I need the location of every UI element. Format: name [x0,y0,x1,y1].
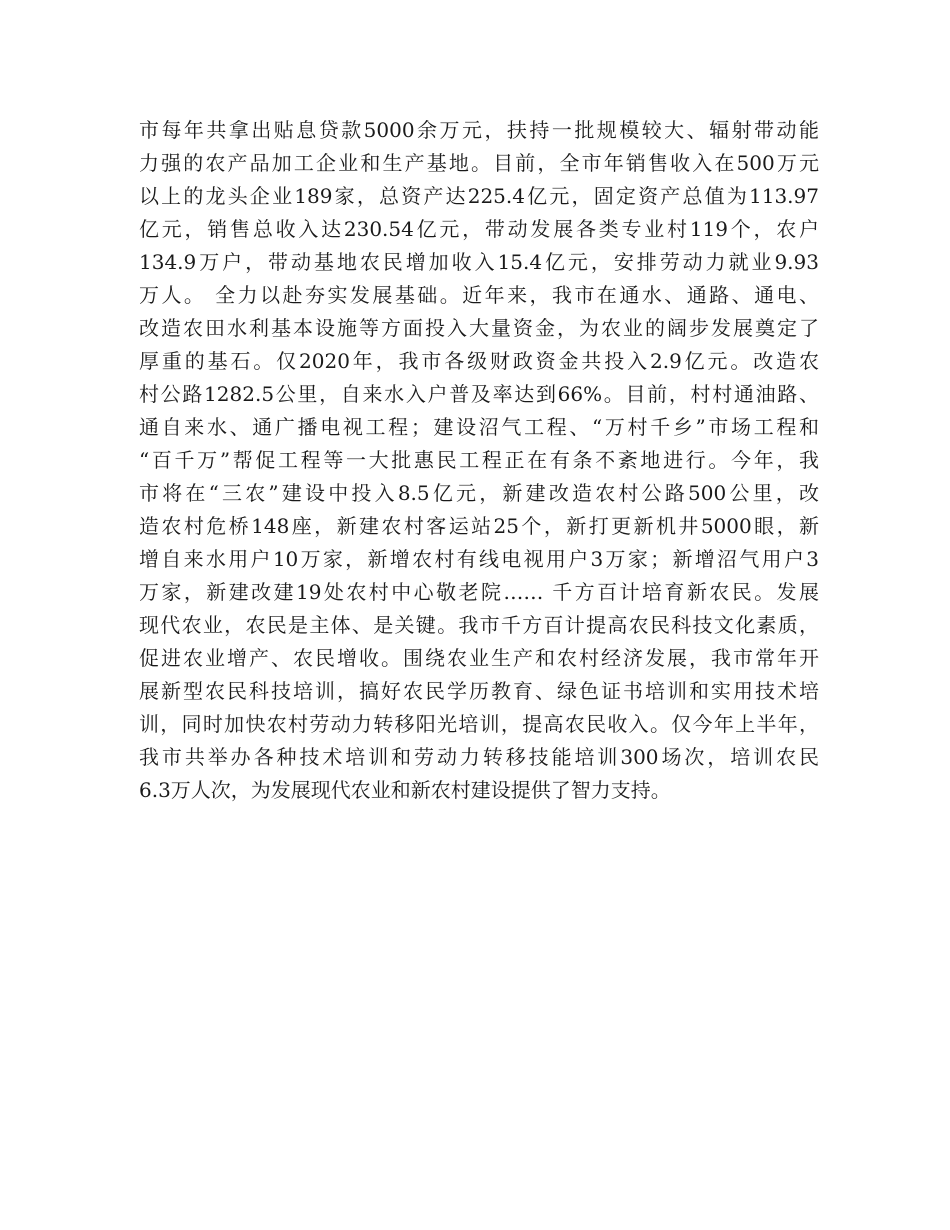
text-line: 力强的农产品加工企业和生产基地。目前，全市年销售收入在500万元 [139,151,819,175]
text-line: 以上的龙头企业189家，总资产达225.4亿元，固定资产总值为113.97 [139,184,819,208]
text-line: 训，同时加快农村劳动力转移阳光培训，提高农民收入。仅今年上半年， [139,712,819,736]
text-line: 增自来水用户10万家，新增农村有线电视用户3万家；新增沼气用户3 [139,547,819,571]
text-line: 通自来水、通广播电视工程；建设沼气工程、“万村千乡”市场工程和 [139,415,819,439]
text-line: 134.9万户，带动基地农民增加收入15.4亿元，安排劳动力就业9.93 [139,250,819,274]
text-line: 改造农田水利基本设施等方面投入大量资金，为农业的阔步发展奠定了 [139,316,819,340]
text-line: 万家，新建改建19处农村中心敬老院…… 千方百计培育新农民。发展 [139,580,819,604]
text-line: 展新型农民科技培训，搞好农民学历教育、绿色证书培训和实用技术培 [139,679,819,703]
text-line: 市每年共拿出贴息贷款5000余万元，扶持一批规模较大、辐射带动能 [139,118,819,142]
text-line: 亿元，销售总收入达230.54亿元，带动发展各类专业村119个，农户 [139,217,819,241]
body-paragraph [139,114,819,807]
text-line: 现代农业，农民是主体、是关键。我市千方百计提高农民科技文化素质， [139,613,819,637]
text-line: 6.3万人次，为发展现代农业和新农村建设提供了智力支持。 [139,778,671,802]
text-line: 我市共举办各种技术培训和劳动力转移技能培训300场次，培训农民 [139,745,819,769]
text-line: “百千万”帮促工程等一大批惠民工程正在有条不紊地进行。今年，我 [139,448,819,472]
text-line: 村公路1282.5公里，自来水入户普及率达到66%。目前，村村通油路、 [139,382,819,406]
text-line: 市将在“三农”建设中投入8.5亿元，新建改造农村公路500公里，改 [139,481,819,505]
text-line: 万人。 全力以赴夯实发展基础。近年来，我市在通水、通路、通电、 [139,283,819,307]
text-line: 厚重的基石。仅2020年，我市各级财政资金共投入2.9亿元。改造农 [139,349,819,373]
text-line: 促进农业增产、农民增收。围绕农业生产和农村经济发展，我市常年开 [139,646,819,670]
text-line: 造农村危桥148座，新建农村客运站25个，新打更新机井5000眼，新 [139,514,819,538]
